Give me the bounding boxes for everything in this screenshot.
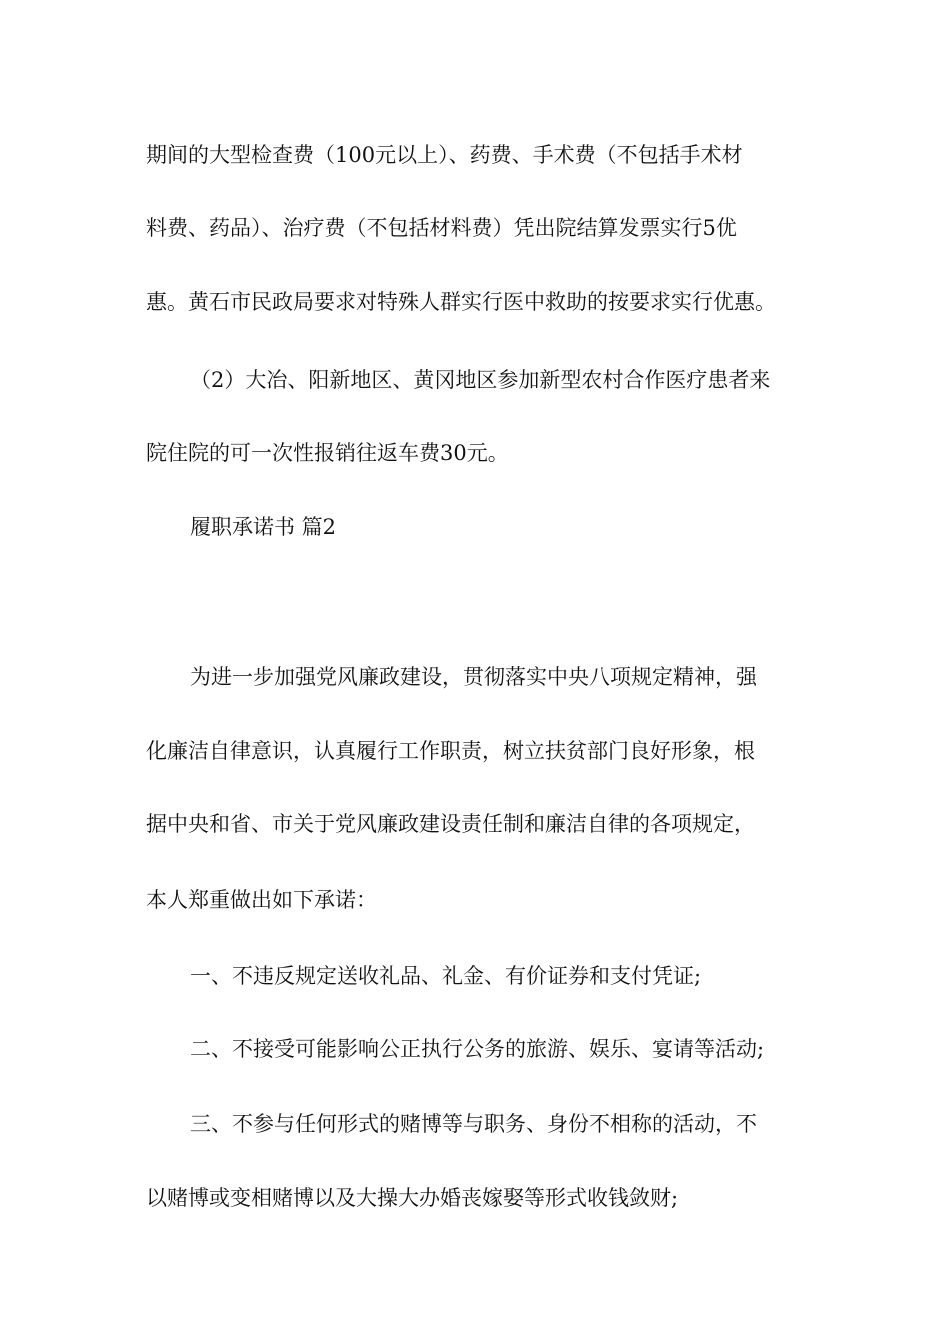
list-item: 三、不参与任何形式的赌博等与职务、身份不相称的活动，不 bbox=[190, 1112, 757, 1136]
paragraph-line: 为进一步加强党风廉政建设，贯彻落实中央八项规定精神，强 bbox=[190, 665, 757, 689]
paragraph-line: 料费、药品）、治疗费（不包括材料费）凭出院结算发票实行5优 bbox=[146, 216, 737, 240]
paragraph-line: 院住院的可一次性报销往返车费30元。 bbox=[146, 441, 509, 465]
paragraph-line: 据中央和省、市关于党风廉政建设责任制和廉洁自律的各项规定， bbox=[146, 812, 755, 836]
paragraph-line: （2）大冶、阳新地区、黄冈地区参加新型农村合作医疗患者来 bbox=[190, 368, 771, 392]
paragraph-line: 惠。黄石市民政局要求对特殊人群实行医中救助的按要求实行优惠。 bbox=[146, 290, 776, 314]
paragraph-line: 化廉洁自律意识，认真履行工作职责，树立扶贫部门良好形象，根 bbox=[146, 739, 755, 763]
list-item: 二、不接受可能影响公正执行公务的旅游、娱乐、宴请等活动; bbox=[190, 1037, 765, 1061]
paragraph-line: 期间的大型检查费（100元以上）、药费、手术费（不包括手术材 bbox=[146, 143, 743, 167]
list-item-continuation: 以赌博或变相赌博以及大操大办婚丧嫁娶等形式收钱敛财; bbox=[146, 1186, 679, 1210]
section-heading: 履职承诺书 篇2 bbox=[190, 515, 337, 539]
paragraph-line: 本人郑重做出如下承诺： bbox=[146, 888, 377, 912]
list-item: 一、不违反规定送收礼品、礼金、有价证券和支付凭证; bbox=[190, 964, 702, 988]
